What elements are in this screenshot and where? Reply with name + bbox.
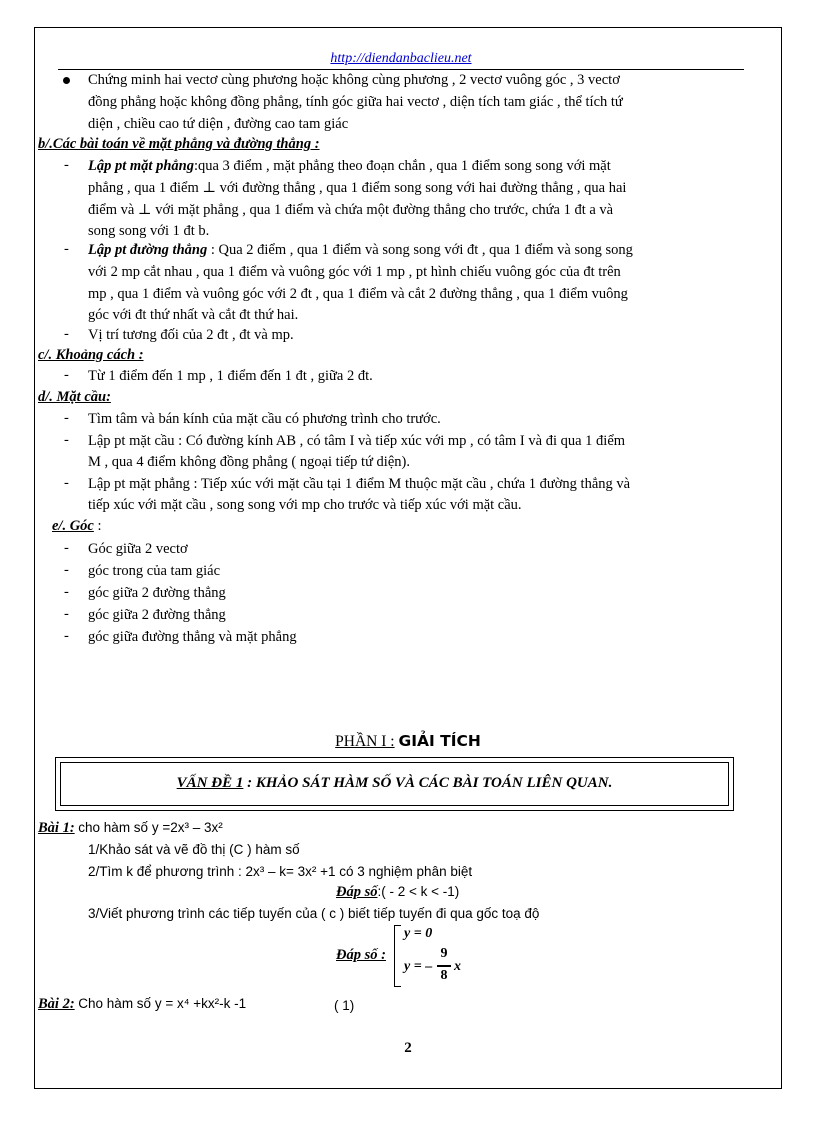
part-heading (0, 732, 816, 751)
section-e-item: Góc giữa 2 vectơ (88, 541, 188, 557)
page-number: 2 (404, 1040, 412, 1056)
part-title: GIẢI TÍCH (398, 732, 481, 750)
bai1-answer3-label: Đáp số : (336, 947, 386, 963)
dash: - (64, 410, 69, 426)
section-d-item3-line1: Lập pt mặt phẳng : Tiếp xúc với mặt cầu tại 1 điểm M thuộc mặt cầu , chứa 1 đường thẳng và (88, 476, 631, 492)
fraction-bar (437, 965, 451, 967)
section-d-title: d/. Mặt cầu: (38, 389, 111, 405)
bai2-label: Bài 2: (38, 996, 75, 1012)
dash: - (64, 475, 69, 491)
topic-title: : KHẢO SÁT HÀM SỐ VÀ CÁC BÀI TOÁN LIÊN QUAN. (247, 775, 613, 791)
section-c-title: c/. Khoảng cách : (38, 347, 144, 363)
dash: - (64, 540, 69, 556)
bai1-statement: Bài 1: cho hàm số y =2x³ – 3x² (38, 820, 223, 836)
dash: - (64, 326, 69, 342)
bai2-statement: Bài 2: Cho hàm số y = x⁴ +kx²-k -1 (38, 996, 247, 1012)
dash: - (64, 367, 69, 383)
equation-x: x (454, 959, 461, 974)
section-b-item2-line2: với 2 mp cắt nhau , qua 1 điểm và vuông góc với 1 mp , pt hình chiếu vuông góc của đt trên (88, 264, 621, 280)
section-b-title: b/.Các bài toán về mặt phẳng và đường thẳng : (38, 136, 320, 152)
dash: - (64, 628, 69, 644)
dash: - (64, 562, 69, 578)
dash: - (64, 606, 69, 622)
section-d-item1: Tìm tâm và bán kính của mặt cầu có phương trình cho trước. (88, 411, 441, 427)
bai1-q3: 3/Viết phương trình các tiếp tuyến của ( c ) biết tiếp tuyến đi qua gốc toạ độ (88, 906, 540, 921)
section-e-title: e/. Góc : (52, 518, 102, 534)
section-b-item1-line1: Lập pt mặt phẳng:qua 3 điểm , mặt phẳng theo đoạn chắn , qua 1 điểm song song với mặt (88, 158, 611, 174)
section-e-item: góc giữa 2 đường thẳng (88, 585, 226, 601)
dash: - (64, 432, 69, 448)
section-b-item1-lead: Lập pt mặt phẳng (88, 158, 194, 174)
section-c-item1: Từ 1 điểm đến 1 mp , 1 điểm đến 1 đt , giữa 2 đt. (88, 368, 373, 384)
section-b-item2-line4: góc với đt thứ nhất và cắt đt thứ hai. (88, 307, 299, 323)
dash: - (64, 584, 69, 600)
system-brace (394, 925, 401, 987)
equation-y-left: y = – (404, 959, 433, 974)
section-b-item2-line3: mp , qua 1 điểm và vuông góc với 2 đt , qua 1 điểm và cắt 2 đường thẳng , qua 1 điểm vuông (88, 286, 628, 302)
bai1-label: Bài 1: (38, 820, 75, 836)
section-d-item3-line2: tiếp xúc với mặt cầu , song song với mp cho trước và tiếp xúc với mặt cầu. (88, 497, 522, 513)
bai1-q2: 2/Tìm k để phương trình : 2x³ – k= 3x² +1 có 3 nghiệm phân biệt (88, 864, 473, 879)
bai1-q1: 1/Khảo sát và vẽ đồ thị (C ) hàm số (88, 842, 300, 857)
topic-heading (60, 762, 729, 806)
fraction-numerator: 9 (440, 946, 448, 961)
intro-line-3: diện , chiều cao tứ diện , đường cao tam giác (88, 116, 349, 132)
section-e-item: góc giữa 2 đường thẳng (88, 607, 226, 623)
topic-label: VẤN ĐỀ 1 (176, 775, 244, 791)
intro-line-1: Chứng minh hai vectơ cùng phương hoặc không cùng phương , 2 vectơ vuông góc , 3 vectơ (88, 72, 620, 88)
bullet-dot (63, 77, 70, 84)
section-b-item1-line2: phẳng , qua 1 điểm ⊥ với đường thẳng , qua 1 điểm song song với hai đường thẳng , qua hai (88, 180, 627, 196)
part-label: PHẦN I : (335, 733, 395, 750)
bai1-answer2: Đáp số:( - 2 < k < -1) (336, 884, 460, 900)
section-e-item: góc trong của tam giác (88, 563, 221, 579)
section-d-item2-line2: M , qua 4 điểm không đồng phẳng ( ngoại tiếp tứ diện). (88, 454, 410, 470)
section-d-item2-line1: Lập pt mặt cầu : Có đường kính AB , có tâm I và tiếp xúc với mp , có tâm I và đi qua 1 điểm (88, 433, 626, 449)
equation-y0: y = 0 (404, 926, 433, 941)
fraction-denominator: 8 (440, 968, 448, 983)
section-b-item2-line1: Lập pt đường thẳng : Qua 2 điểm , qua 1 điểm và song song với đt , qua 1 điểm và song song (88, 242, 633, 258)
section-b-item2-lead: Lập pt đường thẳng (88, 242, 208, 258)
section-b-item1-line4: song song với 1 đt b. (88, 223, 210, 239)
dash: - (64, 157, 69, 173)
header-site-link[interactable]: http://diendanbaclieu.net (58, 51, 744, 70)
dash: - (64, 241, 69, 257)
bai2-eq-number: ( 1) (334, 998, 355, 1013)
section-b-item3: Vị trí tương đối của 2 đt , đt và mp. (88, 327, 294, 343)
section-e-item: góc giữa đường thẳng và mặt phẳng (88, 629, 297, 645)
topic-box (55, 757, 734, 811)
answer-label: Đáp số (336, 884, 378, 900)
intro-line-2: đồng phẳng hoặc không đồng phẳng, tính góc giữa hai vectơ , diện tích tam giác , thể tích tứ (88, 94, 623, 110)
section-b-item1-line3: điểm và ⊥ với mặt phẳng , qua 1 điểm và chứa một đường thẳng cho trước, chứa 1 đt a và (88, 202, 614, 218)
